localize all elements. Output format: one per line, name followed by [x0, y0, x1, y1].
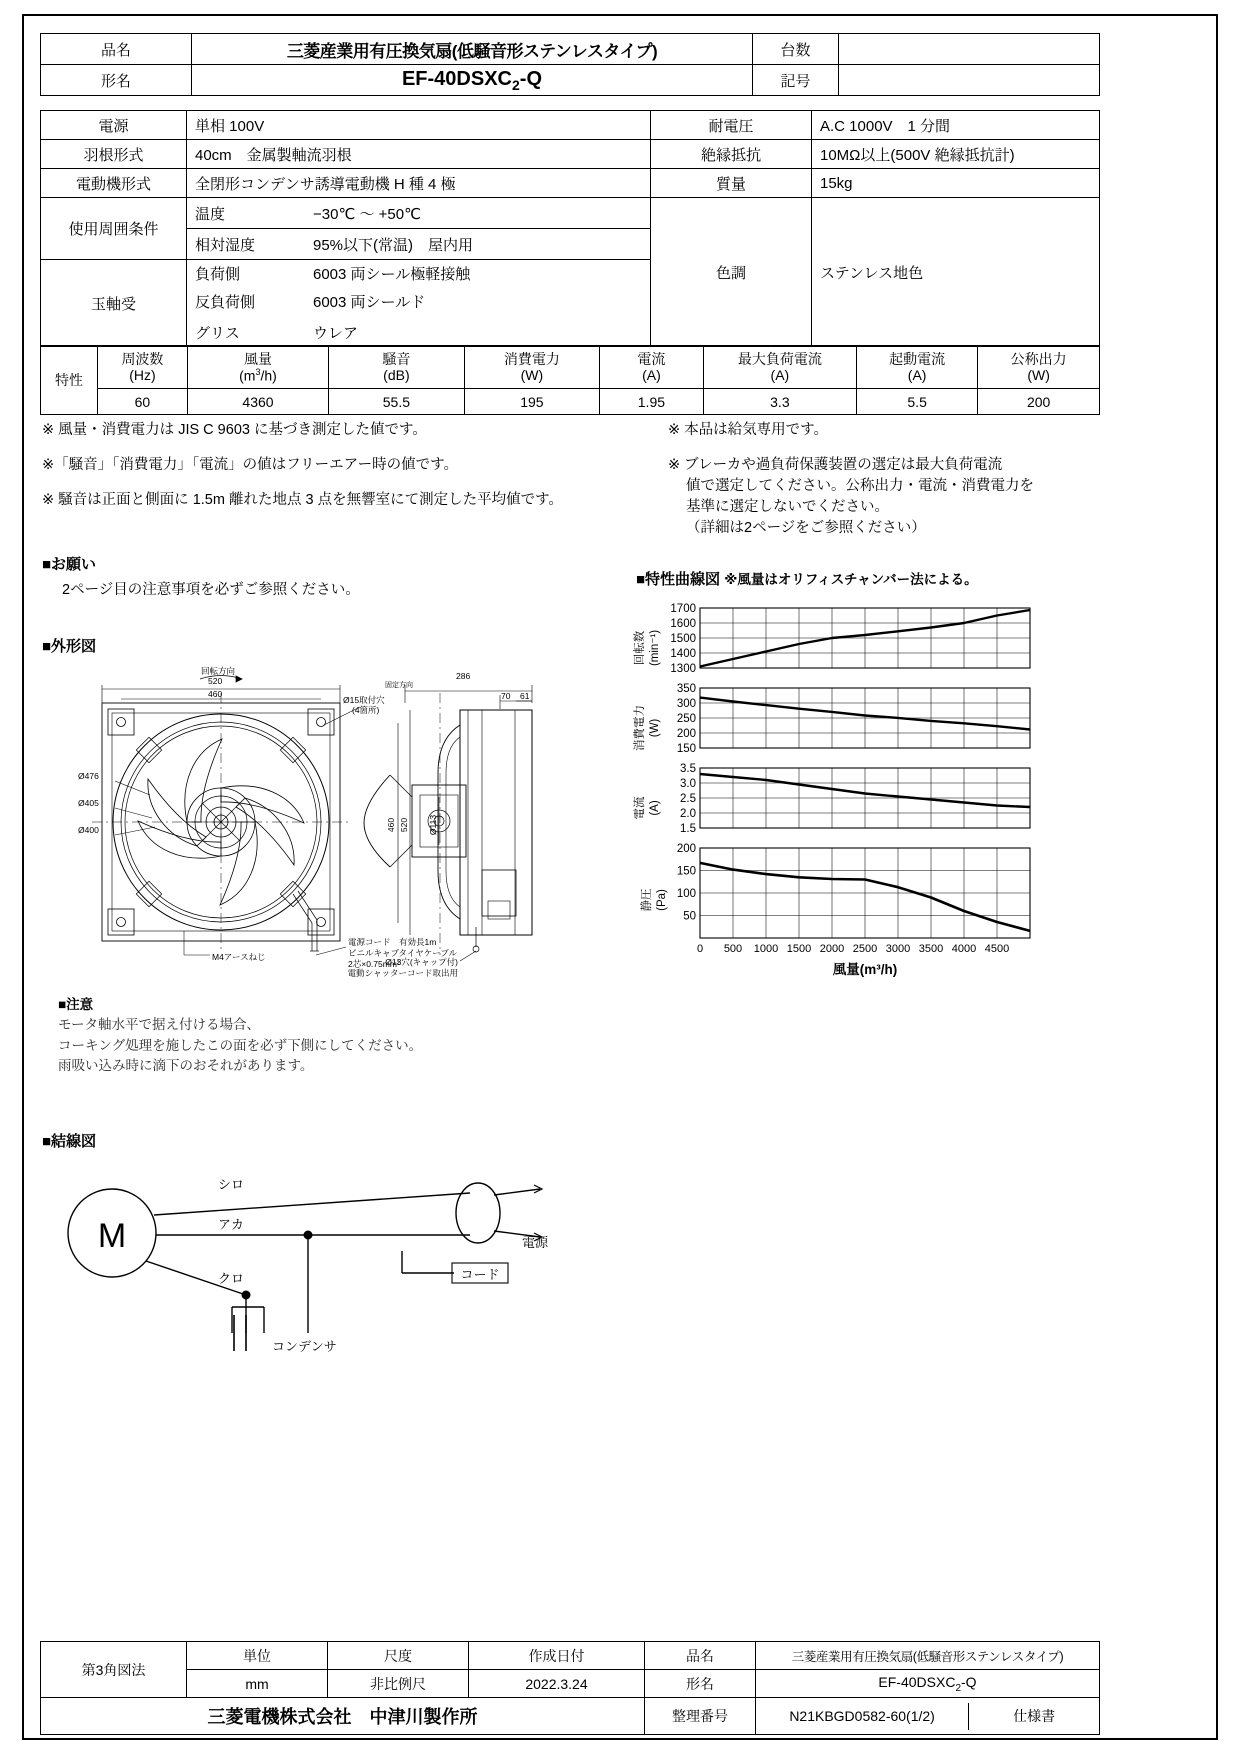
bearing-anti-value: 6003 両シールド: [313, 294, 426, 311]
section-title-curve: [636, 568, 978, 589]
header-label-katamei: 形名: [41, 65, 192, 96]
curve-title-text: ■特性曲線図: [636, 571, 721, 588]
outline-drawing: [60, 655, 620, 985]
svg-text:3500: 3500: [918, 943, 944, 955]
char-col-max-load-current: 最大負荷電流 (A): [703, 346, 856, 389]
label-hole-15: Ø15取付穴: [343, 695, 385, 705]
svg-text:1700: 1700: [670, 603, 696, 615]
note-breaker: [668, 455, 1088, 539]
caution-block: [58, 995, 422, 1076]
svg-text:150: 150: [676, 865, 696, 878]
svg-text:3.0: 3.0: [680, 778, 696, 790]
spec-label-color: 色調: [651, 198, 812, 347]
spec-value-color: ステンレス地色: [812, 198, 1100, 347]
svg-text:1.5: 1.5: [680, 823, 696, 835]
label-shutter-cord: 電動シャッターコード取出用: [347, 968, 458, 978]
note-freeair: ※「騒音」「消費電力」「電流」の値はフリーエアー時の値です。: [42, 457, 458, 474]
char-col-airflow: 風量 $(m^3/h)$: [187, 346, 328, 389]
label-dim-61: 61: [520, 691, 530, 701]
spec-value-blade: 40cm 金属製軸流羽根: [187, 140, 651, 169]
char-val-max-load-current: 3.3: [703, 389, 856, 415]
svg-text:200: 200: [676, 843, 696, 855]
header-row-hinmei: [41, 34, 1100, 65]
spec-label-blade: 羽根形式: [41, 140, 187, 169]
svg-text:1600: 1600: [670, 618, 696, 630]
characteristics-row-label: 特性: [41, 346, 98, 415]
axis-unit-power: (W): [649, 718, 661, 738]
spec-row-ambient: [41, 198, 1100, 229]
label-hole-13: Ø13穴(キャップ付): [385, 957, 458, 967]
char-val-noise: 55.5: [329, 389, 465, 415]
svg-text:1000: 1000: [753, 943, 779, 955]
label-power: 電源: [522, 1235, 549, 1250]
header-value-daisu: [839, 34, 1100, 65]
footer-row-values: [41, 1670, 1100, 1698]
svg-text:1500: 1500: [670, 633, 696, 645]
char-val-airflow: 4360: [187, 389, 328, 415]
spec-value-bearing-load: [187, 260, 651, 319]
axis-label-power: 消費電力: [634, 705, 646, 751]
footer-title-block: [40, 1641, 1100, 1735]
svg-text:50: 50: [683, 910, 696, 923]
footer-scale-label: 尺度: [328, 1642, 469, 1670]
footer-docno-value: N21KBGD0582-60(1/2): [756, 1703, 969, 1730]
bearing-anti-row: [195, 289, 650, 317]
svg-text:0: 0: [696, 943, 704, 955]
svg-text:100: 100: [676, 888, 696, 900]
svg-text:2.5: 2.5: [680, 793, 696, 805]
chart-panel-current: [632, 763, 1030, 835]
bearing-load-key: 負荷側: [195, 266, 241, 283]
curve-note-text: ※風量はオリフィスチャンバー法による。: [724, 572, 978, 587]
grease-key: グリス: [195, 324, 240, 342]
header-table: [40, 33, 1100, 96]
footer-row-labels: [41, 1642, 1100, 1670]
label-fixed-dir: 固定方向: [385, 682, 413, 689]
note-breaker-l3: 基準に選定しないでください。: [686, 499, 889, 516]
bearing-load-value: 6003 両シール極軽接触: [313, 266, 471, 283]
spec-label-insulation: 絶縁抵抗: [651, 140, 812, 169]
footer-date-value: 2022.3.24: [469, 1670, 645, 1698]
svg-text:2000: 2000: [819, 943, 845, 955]
footer-company: 三菱電機株式会社 中津川製作所: [41, 1698, 645, 1735]
spec-label-motor: 電動機形式: [41, 169, 187, 198]
label-hole-15-sub: (4箇所): [352, 705, 380, 715]
char-val-nominal-output: 200: [978, 389, 1100, 415]
footer-date-label: 作成日付: [469, 1642, 645, 1670]
label-capacitor: コンデンサ: [272, 1339, 337, 1354]
spec-value-ambient-temp: [187, 198, 651, 229]
footer-row-company: [41, 1698, 1100, 1735]
svg-text:4500: 4500: [984, 943, 1010, 955]
footer-unit-label: 単位: [187, 1642, 328, 1670]
note-supply-only: ※ 本品は給気専用です。: [668, 422, 829, 438]
footer-doctype: 仕様書: [1013, 1708, 1056, 1724]
char-col-noise: 騒音 (dB): [329, 346, 465, 389]
footer-katamei-value: $EF-40DSXC_2-Q$: [756, 1670, 1100, 1698]
label-side-520: 520: [399, 817, 409, 833]
header-label-daisu: 台数: [753, 34, 839, 65]
header-row-katamei: [41, 65, 1100, 96]
char-col-nominal-output: 公称出力 (W): [978, 346, 1100, 389]
section-title-request: ■お願い: [42, 556, 97, 573]
svg-text:150: 150: [676, 743, 696, 755]
svg-text:1300: 1300: [670, 663, 696, 675]
svg-text:2500: 2500: [852, 943, 878, 955]
svg-text:350: 350: [676, 683, 696, 695]
char-col-frequency: 周波数 (Hz): [97, 346, 187, 389]
note-noise-method: ※ 騒音は正面と側面に 1.5m 離れた地点 3 点を無響室にて測定した平均値です。: [42, 492, 563, 509]
svg-text:1500: 1500: [786, 943, 812, 955]
label-dia-113: Ø113: [428, 814, 438, 836]
footer-projection: 第3角図法: [41, 1642, 187, 1698]
characteristics-table: [40, 345, 1100, 415]
bearing-load-row: [195, 261, 650, 289]
char-val-current: 1.95: [600, 389, 704, 415]
char-col-power: 消費電力 (W): [464, 346, 599, 389]
request-body-text: 2ページ目の注意事項を必ずご参照ください。: [62, 582, 360, 598]
chart-x-axis-title: 風量(m³/h): [832, 962, 898, 977]
header-value-katamei: $EF-40DSXC_2-Q$: [192, 65, 753, 96]
chart-panel-power: [632, 683, 1030, 755]
spec-label-mass: 質量: [651, 169, 812, 198]
footer-katamei-label: 形名: [645, 1670, 756, 1698]
caution-line-3: 雨吸い込み時に滴下のおそれがあります。: [58, 1057, 314, 1073]
axis-unit-rotation: (min⁻¹): [649, 629, 661, 667]
header-value-hinmei: 三菱産業用有圧換気扇(低騒音形ステンレスタイプ): [192, 34, 753, 65]
note-breaker-l4: （詳細は2ページをご参照ください）: [686, 520, 926, 537]
svg-text:500: 500: [723, 943, 743, 955]
caution-line-1: モータ軸水平で据え付ける場合、: [58, 1017, 260, 1033]
char-val-power: 195: [464, 389, 599, 415]
note-jis: ※ 風量・消費電力は JIS C 9603 に基づき測定した値です。: [42, 422, 427, 438]
char-val-start-current: 5.5: [856, 389, 977, 415]
label-dia-476: Ø476: [78, 771, 99, 781]
note-breaker-l1: ※ ブレーカや過負荷保護装置の選定は最大負荷電流: [668, 457, 1003, 474]
spec-row-motor: [41, 169, 1100, 198]
svg-text:300: 300: [676, 698, 696, 710]
header-label-hinmei: 品名: [41, 34, 192, 65]
footer-unit-value: mm: [187, 1670, 328, 1698]
section-title-outline: ■外形図: [42, 638, 97, 655]
spec-value-power: 単相 100V: [187, 111, 651, 140]
label-black: クロ: [218, 1271, 245, 1286]
svg-text:3.5: 3.5: [680, 763, 696, 775]
char-col-start-current: 起動電流 (A): [856, 346, 977, 389]
characteristics-value-row: [41, 389, 1100, 415]
footer-docno-cell: [756, 1698, 1100, 1735]
label-white: シロ: [218, 1177, 245, 1192]
label-dim-286: 286: [456, 671, 471, 681]
axis-label-current: 電流: [634, 796, 646, 820]
label-rotation: 回転方向: [201, 666, 236, 676]
axis-unit-current: (A): [649, 800, 661, 816]
footer-hinmei-value: 三菱産業用有圧換気扇(低騒音形ステンレスタイプ): [756, 1642, 1100, 1670]
spec-value-motor: 全閉形コンデンサ誘導電動機 H 種 4 極: [187, 169, 651, 198]
label-cord: コード: [460, 1267, 500, 1282]
header-value-kigou: [839, 65, 1100, 96]
label-side-460: 460: [386, 817, 396, 833]
spec-row-blade: [41, 140, 1100, 169]
specification-table: [40, 110, 1100, 347]
label-motor: M: [97, 1217, 127, 1255]
spec-value-withstand-voltage: A.C 1000V 1 分間: [812, 111, 1100, 140]
chart-panel-rotation: [632, 603, 1030, 675]
spec-label-bearing: 玉軸受: [41, 260, 187, 347]
label-dim-520: 520: [208, 676, 223, 686]
label-dim-460: 460: [208, 689, 223, 699]
spec-value-mass: 15kg: [812, 169, 1100, 198]
axis-unit-static-pressure: (Pa): [656, 889, 668, 911]
axis-label-static-pressure: 静圧: [641, 888, 653, 912]
label-cable-type: ビニルキャブタイヤケーブル: [348, 948, 457, 958]
chart-x-axis: [697, 943, 1009, 955]
char-col-current: 電流 (A): [600, 346, 704, 389]
label-cable-spec: 2芯×0.75mm²: [348, 959, 400, 969]
footer-hinmei-label: 品名: [645, 1642, 756, 1670]
performance-chart: [625, 600, 1045, 985]
spec-label-withstand-voltage: 耐電圧: [651, 111, 812, 140]
bearing-anti-key: 反負荷側: [195, 294, 256, 311]
footer-scale-value: 非比例尺: [328, 1670, 469, 1698]
label-dia-400: Ø400: [78, 825, 99, 835]
notes-right-column: [668, 420, 1088, 553]
caution-title: ■注意: [58, 997, 94, 1012]
axis-label-rotation: 回転数: [634, 630, 646, 666]
footer-docno-label: 整理番号: [645, 1698, 756, 1735]
spec-value-ambient-humidity: [187, 229, 651, 260]
chart-panel-static-pressure: [639, 843, 1030, 938]
svg-text:4000: 4000: [951, 943, 977, 955]
svg-text:250: 250: [676, 713, 696, 725]
ambient-hum-key: 相対湿度: [195, 236, 256, 254]
label-earth-screw: M4アースねじ: [212, 952, 266, 962]
ambient-temp-key: 温度: [195, 205, 226, 223]
spec-value-grease: [187, 318, 651, 347]
svg-text:3000: 3000: [885, 943, 911, 955]
label-dia-405: Ø405: [78, 798, 99, 808]
characteristics-header-row: [41, 346, 1100, 389]
spec-row-power: [41, 111, 1100, 140]
label-power-cord: 電源コード 有効長1m: [348, 937, 437, 947]
ambient-temp-value: −30℃ ～ +50℃: [313, 205, 421, 223]
svg-text:1400: 1400: [670, 648, 696, 660]
ambient-hum-value: 95%以下(常温) 屋内用: [313, 236, 474, 254]
spec-label-ambient: 使用周囲条件: [41, 198, 187, 260]
caution-line-2: コーキング処理を施したこの面を必ず下側にしてください。: [58, 1037, 423, 1053]
header-label-kigou: 記号: [753, 65, 839, 96]
svg-text:200: 200: [676, 728, 696, 740]
char-val-frequency: 60: [97, 389, 187, 415]
section-title-wiring: ■結線図: [42, 1133, 97, 1150]
note-breaker-l2: 値で選定してください。公称出力・電流・消費電力を: [686, 478, 1034, 495]
label-dim-70: 70: [501, 691, 511, 701]
spec-label-power: 電源: [41, 111, 187, 140]
wiring-diagram: [50, 1155, 590, 1355]
svg-text:2.0: 2.0: [680, 808, 696, 820]
label-red: アカ: [218, 1217, 244, 1232]
notes-left-column: [42, 420, 642, 525]
grease-value: ウレア: [313, 324, 359, 342]
spec-value-insulation: 10MΩ以上(500V 絶縁抵抗計): [812, 140, 1100, 169]
